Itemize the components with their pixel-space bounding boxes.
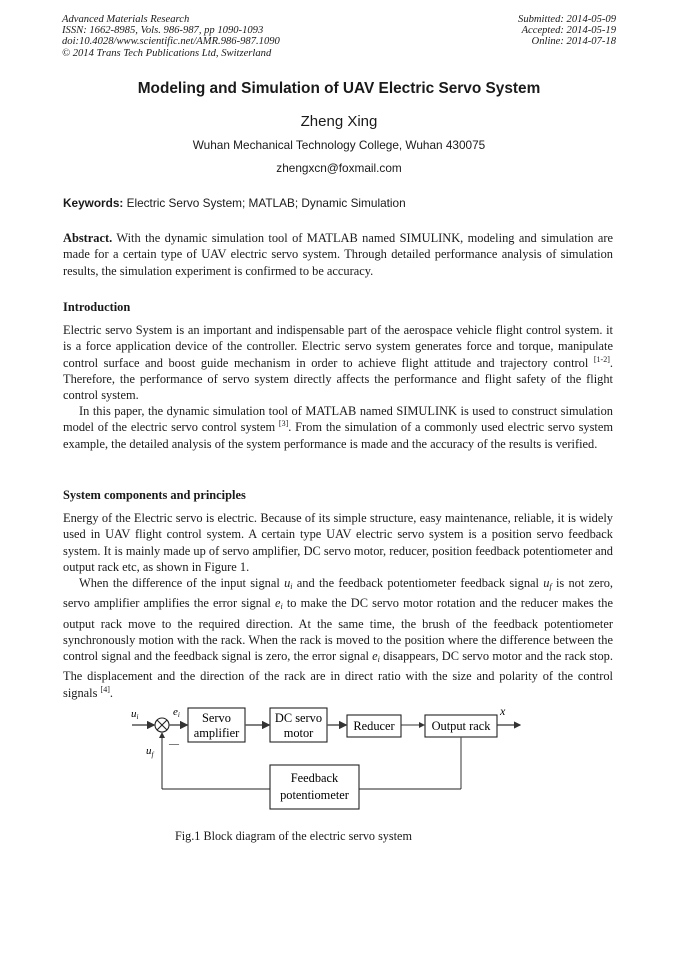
author-email: zhengxcn@foxmail.com — [276, 161, 402, 175]
symbol: e — [372, 649, 378, 664]
keywords — [63, 196, 406, 210]
svg-text:Feedback: Feedback — [290, 771, 339, 785]
doi-line: doi:10.4028/www.scientific.net/AMR.986-987.1090 — [62, 36, 280, 48]
intro-paragraph-1 — [63, 322, 613, 403]
text: to make the DC servo motor rotation and the reducer makes the output rack move to the required direction. At the same time, the brush of the feedback potentiometer synchronously motion with the rack. When the rack is moved to the position where the difference between the control signal and the feedback signal is zero, the error signal — [63, 596, 613, 664]
abstract-label: Abstract. — [63, 231, 113, 245]
block-dc-servo-motor — [270, 708, 327, 742]
author-name: Zheng Xing — [300, 113, 378, 130]
text: When the difference of the input signal — [79, 576, 285, 590]
text: disappears, DC servo motor and the rack stop. The displacement and the direction of the rack are in direct ratio with the size and polarity of the control signals — [63, 649, 613, 700]
text: . From the simulation of a commonly used electric servo system example, the detailed analysis of the system performance is made and the accuracy of the results is verified. — [63, 420, 614, 451]
section-heading-introduction: Introduction — [63, 300, 131, 314]
components-paragraph-1: Energy of the Electric servo is electric. Because of its simple structure, easy maintenance, reliable, it is widely used in UAV flight control system. A certain type UAV electric servo system is a position servo feedback system. It is mainly made up of servo amplifier, DC servo motor, reducer, position feedback potentiometer and output rack etc, as shown in Figure 1. — [63, 511, 613, 574]
affiliation: Wuhan Mechanical Technology College, Wuhan 430075 — [192, 138, 486, 152]
subscript: i — [290, 582, 293, 591]
keywords-text: Electric Servo System; MATLAB; Dynamic Simulation — [126, 196, 406, 210]
accepted-date: Accepted: 2014-05-19 — [521, 25, 616, 37]
copyright-line: © 2014 Trans Tech Publications Ltd, Switzerland — [62, 47, 272, 59]
subscript: i — [280, 602, 283, 612]
block-feedback-potentiometer — [270, 765, 359, 809]
label-ei: ei — [173, 706, 180, 719]
citation: [1-2] — [593, 354, 610, 364]
svg-text:motor: motor — [283, 726, 314, 740]
svg-text:Output rack: Output rack — [431, 719, 491, 733]
components-paragraph-2 — [63, 575, 613, 701]
label-minus: — — [169, 739, 179, 750]
symbol: u — [543, 576, 550, 590]
abstract — [63, 230, 613, 279]
text: Electric servo System is an important and indispensable part of the aerospace vehicle flight control system. it is a force application device of the controller. Electric servo system generates force and torque, manipulate control surface and boost guide mechanism in order to achieve flight attitude and trajectory control — [63, 323, 613, 370]
submitted-date: Submitted: 2014-05-09 — [518, 14, 616, 25]
symbol: u — [284, 576, 291, 590]
figure-caption: Fig.1 Block diagram of the electric servo system — [175, 829, 412, 843]
text: is not zero, servo amplifier amplifies the error signal — [63, 576, 613, 611]
block-output-rack — [425, 715, 497, 737]
block-reducer — [347, 715, 401, 737]
block-diagram — [120, 695, 540, 820]
intro-paragraph-2 — [63, 403, 613, 452]
summing-junction-icon — [155, 718, 169, 732]
section-heading-components: System components and principles — [63, 488, 246, 502]
citation: [4] — [100, 684, 110, 694]
svg-text:potentiometer: potentiometer — [280, 788, 349, 802]
text: . Therefore, the performance of servo system directly affects the performance and flight safety of the flight control system. — [63, 355, 613, 403]
symbol: e — [274, 596, 281, 611]
citation: [3] — [278, 419, 289, 429]
abstract-text: With the dynamic simulation tool of MATLAB named SIMULINK, modeling and simulation are made for a certain type of UAV electric servo system. Through detailed performance analysis of simulation results, the simulation experiment is confirmed to be accuracy. — [63, 231, 613, 278]
svg-text:DC servo: DC servo — [274, 711, 323, 725]
paper-title: Modeling and Simulation of UAV Electric Servo System — [137, 80, 541, 97]
label-ui: ui — [131, 708, 139, 721]
label-x: x — [500, 704, 506, 718]
label-uf: $u_f$ — [146, 745, 154, 759]
text: . — [109, 685, 113, 700]
issn-line: ISSN: 1662-8985, Vols. 986-987, pp 1090-1093 — [62, 25, 264, 37]
text: and the feedback potentiometer feedback signal — [292, 576, 544, 590]
subscript: f — [549, 582, 552, 591]
svg-text:Reducer: Reducer — [353, 719, 395, 733]
subscript: i — [377, 655, 380, 665]
text: In this paper, the dynamic simulation tool of MATLAB named SIMULINK is used to construct simulation model of the electric servo control system — [63, 404, 613, 435]
block-servo-amplifier — [188, 708, 245, 742]
online-date: Online: 2014-07-18 — [531, 36, 616, 48]
dates-info — [518, 14, 616, 48]
journal-name: Advanced Materials Research — [62, 14, 190, 25]
svg-text:amplifier: amplifier — [193, 726, 240, 740]
journal-info — [62, 14, 280, 59]
keywords-label: Keywords: — [63, 196, 124, 210]
svg-text:Servo: Servo — [202, 711, 231, 725]
